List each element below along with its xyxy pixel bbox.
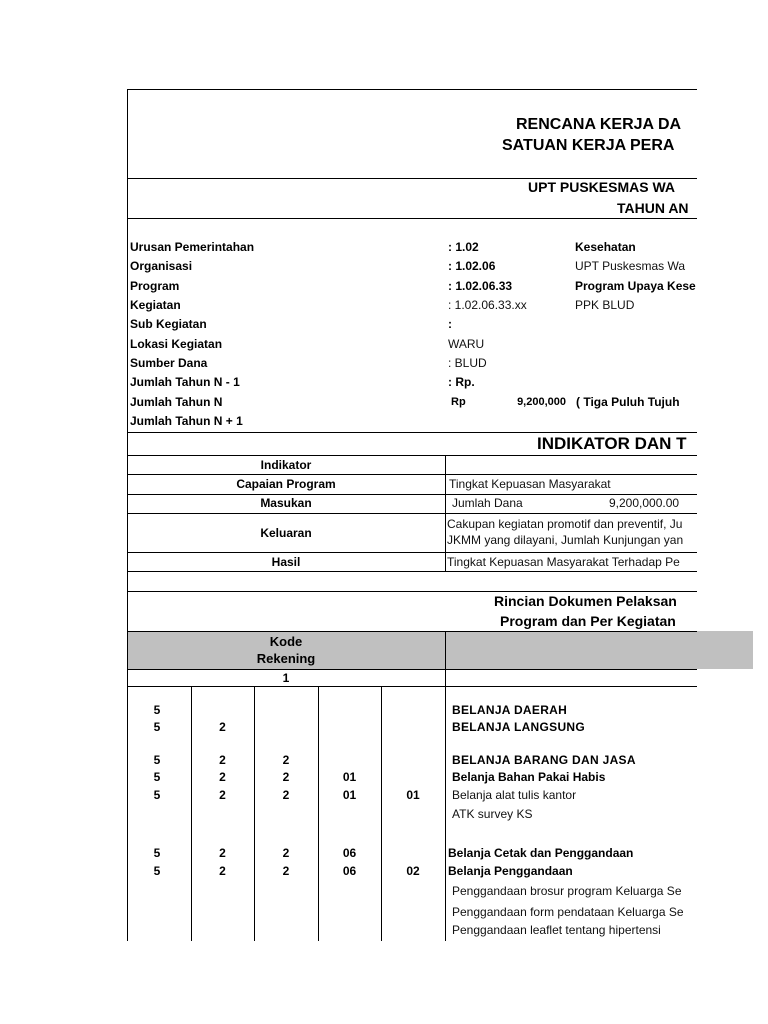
info-description: PPK BLUD xyxy=(575,297,635,312)
account-code-digit: 06 xyxy=(342,846,357,860)
indicator-label: Masukan xyxy=(260,496,312,510)
account-code-digit: 06 xyxy=(342,864,357,878)
account-description: BELANJA LANGSUNG xyxy=(452,720,586,734)
currency-label: Rp xyxy=(451,395,466,408)
account-description: Belanja Penggandaan xyxy=(448,864,573,878)
info-label: Organisasi xyxy=(130,259,193,274)
account-code-digit: 2 xyxy=(219,846,226,860)
info-label: Kegiatan xyxy=(130,297,181,312)
account-code-digit: 5 xyxy=(153,788,161,802)
budget-amount: 9,200,000 xyxy=(517,395,566,408)
account-code-digit: 5 xyxy=(153,864,161,878)
horizontal-rule xyxy=(127,474,697,475)
account-code-digit: 2 xyxy=(219,788,226,802)
account-code-digit: 01 xyxy=(406,788,420,802)
indicator-value: Tingkat Kepuasan Masyarakat xyxy=(449,477,611,491)
indicator-value: JKMM yang dilayani, Jumlah Kunjungan yan xyxy=(447,533,684,547)
account-code-digit: 2 xyxy=(219,770,226,784)
detail-section-title: Rincian Dokumen Pelaksan xyxy=(494,593,677,609)
info-label: Jumlah Tahun N xyxy=(130,394,223,409)
indicator-label: Keluaran xyxy=(260,526,312,540)
indicator-value: Jumlah Dana xyxy=(452,496,523,510)
vertical-rule xyxy=(445,455,446,571)
info-label: Program xyxy=(130,278,180,293)
account-code-digit: 2 xyxy=(282,753,290,767)
program-info xyxy=(130,240,697,433)
code-column-header: Kode xyxy=(269,634,303,649)
table-row xyxy=(0,846,697,860)
account-code-digit: 2 xyxy=(219,864,226,878)
table-row xyxy=(0,720,697,734)
horizontal-rule xyxy=(127,494,697,495)
horizontal-rule xyxy=(127,552,697,553)
info-row xyxy=(130,356,697,375)
indicator-amount: 9,200,000.00 xyxy=(609,496,680,510)
info-row xyxy=(130,395,697,414)
horizontal-rule xyxy=(127,669,697,670)
account-code-digit: 02 xyxy=(406,864,420,878)
line-item-description: Penggandaan brosur program Keluarga Se xyxy=(452,884,682,898)
table-row xyxy=(0,770,697,784)
account-code-digit: 5 xyxy=(153,753,161,767)
info-row xyxy=(130,240,697,259)
horizontal-rule xyxy=(127,218,697,219)
account-description: Belanja Cetak dan Penggandaan xyxy=(448,846,634,860)
info-label: Jumlah Tahun N + 1 xyxy=(130,413,243,428)
table-row xyxy=(0,864,697,878)
account-code-digit: 5 xyxy=(153,720,161,734)
account-code-digit: 2 xyxy=(282,846,290,860)
info-description: UPT Puskesmas Wa xyxy=(575,259,686,274)
account-description: BELANJA DAERAH xyxy=(452,703,568,717)
account-code-digit: 5 xyxy=(153,770,161,784)
account-code-digit: 2 xyxy=(219,753,226,767)
document-title: RENCANA KERJA DA xyxy=(516,116,682,133)
column-number: 1 xyxy=(282,671,290,685)
info-code: : 1.02.06.33.xx xyxy=(448,297,527,312)
info-label: Jumlah Tahun N - 1 xyxy=(130,375,240,390)
amount-in-words: ( Tiga Puluh Tujuh xyxy=(576,394,680,409)
table-row xyxy=(0,807,697,821)
indicator-column-header: Indikator xyxy=(260,458,312,472)
info-code: : xyxy=(448,317,452,332)
account-code-digit: 01 xyxy=(342,788,357,802)
info-code: : 1.02.06.33 xyxy=(448,278,513,293)
info-description: Program Upaya Kese xyxy=(575,278,696,293)
detail-section-subtitle: Program dan Per Kegiatan xyxy=(500,613,676,629)
table-row xyxy=(0,923,697,937)
horizontal-rule xyxy=(127,686,697,687)
indicator-label: Hasil xyxy=(271,555,301,569)
horizontal-rule xyxy=(127,591,697,592)
info-row xyxy=(130,414,697,433)
info-code: : BLUD xyxy=(448,355,487,370)
indicator-value: Cakupan kegiatan promotif dan preventif, Ju xyxy=(447,517,683,531)
account-description: Belanja alat tulis kantor xyxy=(452,788,577,802)
horizontal-rule xyxy=(127,455,697,456)
info-code: : Rp. xyxy=(448,375,475,390)
indicator-value: Tingkat Kepuasan Masyarakat Terhadap Pe xyxy=(447,555,680,569)
table-row xyxy=(0,703,697,717)
horizontal-rule xyxy=(127,89,697,90)
code-column-header: Rekening xyxy=(256,651,316,666)
account-description: Belanja Bahan Pakai Habis xyxy=(452,770,606,784)
info-label: Lokasi Kegiatan xyxy=(130,336,223,351)
info-row xyxy=(130,298,697,317)
info-label: Urusan Pemerintahan xyxy=(130,240,255,254)
info-label: Sumber Dana xyxy=(130,355,208,370)
info-row xyxy=(130,375,697,394)
info-row xyxy=(130,337,697,356)
indicator-label: Capaian Program xyxy=(236,477,336,491)
account-code-digit: 5 xyxy=(153,703,161,717)
info-label: Sub Kegiatan xyxy=(130,317,207,332)
table-row xyxy=(0,884,697,898)
indicator-section-title: INDIKATOR DAN T xyxy=(537,434,687,453)
info-row xyxy=(130,279,697,298)
horizontal-rule xyxy=(127,631,697,632)
table-row xyxy=(0,788,697,802)
account-code-digit: 01 xyxy=(342,770,357,784)
document-subtitle: SATUAN KERJA PERA xyxy=(502,137,675,154)
table-row xyxy=(0,753,697,767)
account-code-digit: 2 xyxy=(219,720,226,734)
unit-name: UPT PUSKESMAS WA xyxy=(528,179,676,195)
account-code-digit: 2 xyxy=(282,788,290,802)
account-description: BELANJA BARANG DAN JASA xyxy=(452,753,636,767)
line-item-description: Penggandaan form pendataan Keluarga Se xyxy=(452,905,684,919)
horizontal-rule xyxy=(127,571,697,572)
info-code: : 1.02 xyxy=(448,240,479,254)
account-code-digit: 5 xyxy=(153,846,161,860)
line-item-description: Penggandaan leaflet tentang hipertensi xyxy=(452,923,661,937)
table-row xyxy=(0,905,697,919)
info-code: : 1.02.06 xyxy=(448,259,496,274)
horizontal-rule xyxy=(127,513,697,514)
info-row xyxy=(130,317,697,336)
line-item-description: ATK survey KS xyxy=(452,807,533,821)
info-description: Kesehatan xyxy=(575,240,636,254)
info-code: WARU xyxy=(448,336,485,351)
account-code-digit: 2 xyxy=(282,770,290,784)
info-row xyxy=(130,259,697,278)
fiscal-year: TAHUN AN xyxy=(617,200,689,216)
account-code-digit: 2 xyxy=(282,864,290,878)
